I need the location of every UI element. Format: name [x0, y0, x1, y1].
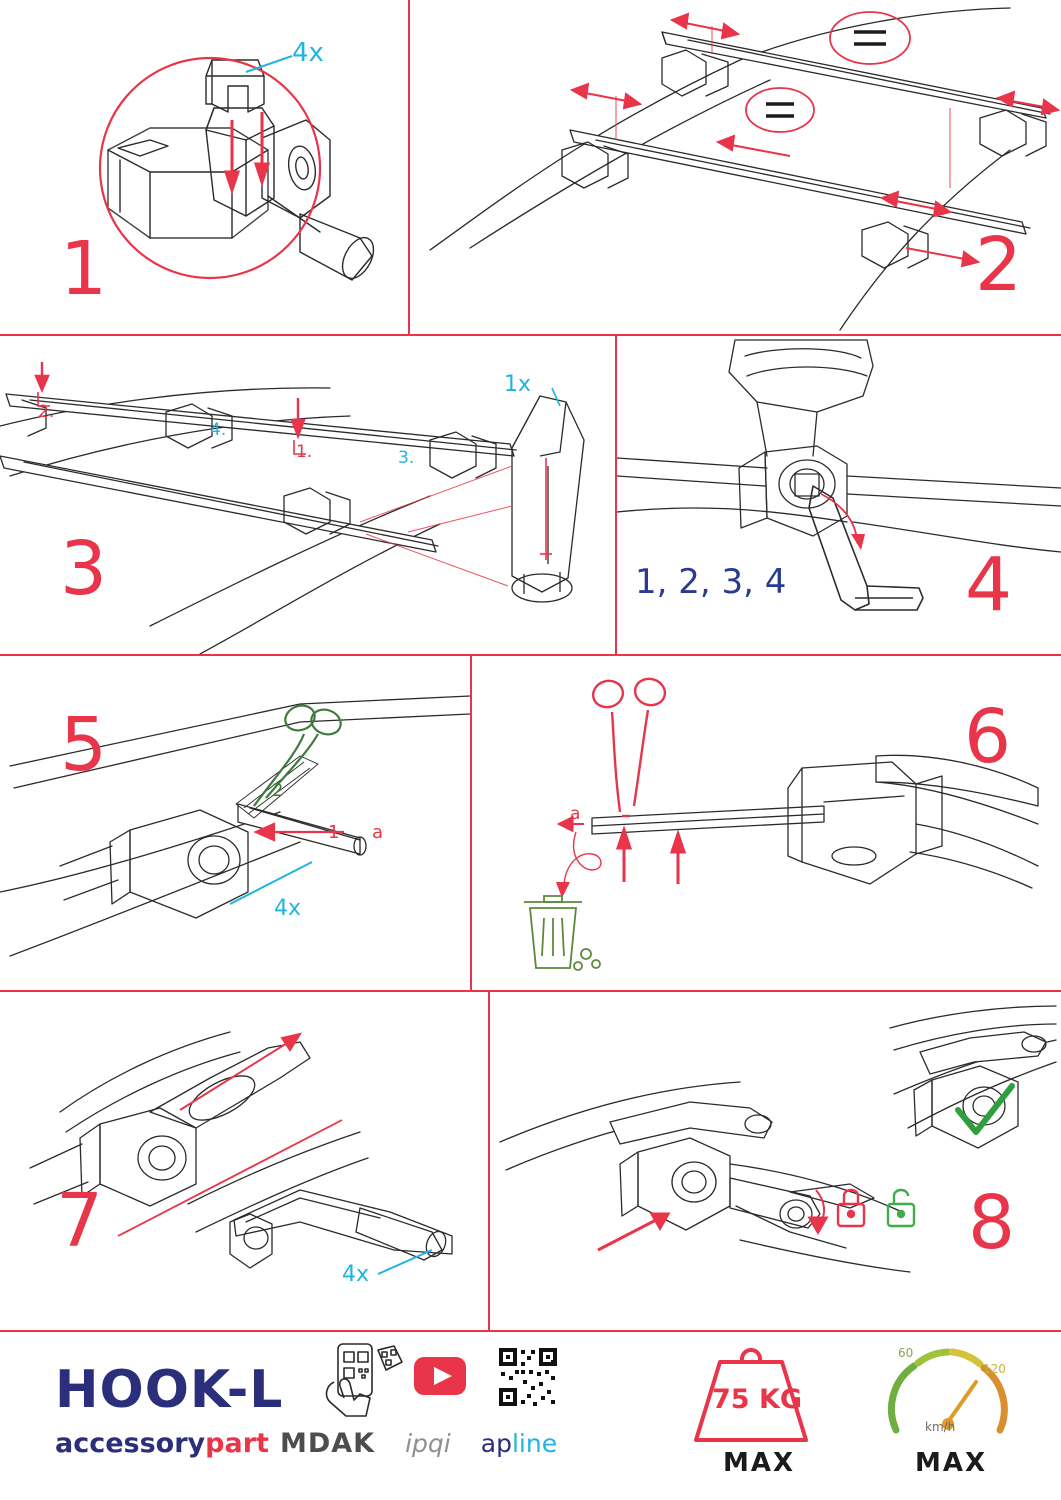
- step-1-panel: [0, 0, 408, 334]
- label-marker-a-step5: a: [372, 822, 384, 843]
- weight-limit-value: 75 KG: [712, 1384, 803, 1415]
- speed-tick-120: 120: [983, 1362, 1006, 1376]
- ipqi-logo: ipqi: [405, 1429, 451, 1458]
- apline-logo: [481, 1429, 557, 1458]
- apline-prefix: ap: [480, 1429, 512, 1458]
- label-order-1-step3: 1.: [296, 442, 313, 462]
- brand-prefix: accessory: [55, 1428, 206, 1459]
- qr-scan-hand-icon: [320, 1340, 410, 1420]
- partner-logo-row: [280, 1428, 557, 1459]
- label-quantity-4x-step7: 4x: [342, 1262, 370, 1287]
- label-marker-a-step6: a: [570, 804, 581, 824]
- qr-code-icon[interactable]: [497, 1346, 559, 1408]
- step-8-panel: [490, 992, 1061, 1330]
- step-6-panel: [472, 656, 1061, 990]
- label-quantity-4x-step1: 4x: [292, 38, 324, 68]
- step-number-5: 5: [60, 702, 109, 788]
- brand-suffix: part: [205, 1428, 269, 1459]
- step-number-2: 2: [975, 222, 1024, 308]
- product-name: HOOK-L: [55, 1360, 284, 1420]
- step-4-panel: [617, 336, 1061, 654]
- label-tighten-sequence: 1, 2, 3, 4: [635, 562, 787, 602]
- speed-unit: km/h: [925, 1420, 956, 1434]
- label-order-4-step3: 4.: [210, 420, 227, 440]
- step-number-1: 1: [60, 226, 109, 312]
- label-order-2-step3: 2.: [38, 402, 55, 422]
- step-number-8: 8: [968, 1180, 1017, 1266]
- step-7-panel: [0, 992, 488, 1330]
- mdak-logo: MDAK: [280, 1428, 376, 1459]
- label-quantity-1x-step3: 1x: [504, 372, 532, 397]
- step-3-panel: [0, 336, 615, 654]
- label-order-2-step5: 2: [272, 780, 284, 801]
- speed-max-caption: MAX: [915, 1448, 988, 1478]
- footer-panel: [0, 1332, 1061, 1500]
- step-number-7: 7: [56, 1178, 105, 1264]
- step-5-panel: [0, 656, 470, 990]
- step-number-6: 6: [964, 694, 1013, 780]
- youtube-icon[interactable]: [413, 1356, 467, 1396]
- apline-suffix: line: [511, 1429, 558, 1458]
- step-number-3: 3: [60, 526, 109, 612]
- brand-accessorypart: [55, 1428, 269, 1459]
- label-order-1-step5: 1: [328, 822, 340, 843]
- label-order-3-step3: 3.: [398, 448, 415, 468]
- speed-tick-60: 60: [898, 1346, 914, 1360]
- weight-max-caption: MAX: [723, 1448, 796, 1478]
- label-quantity-4x-step5: 4x: [274, 896, 302, 921]
- step-number-4: 4: [965, 542, 1014, 628]
- step-2-panel: [410, 0, 1061, 334]
